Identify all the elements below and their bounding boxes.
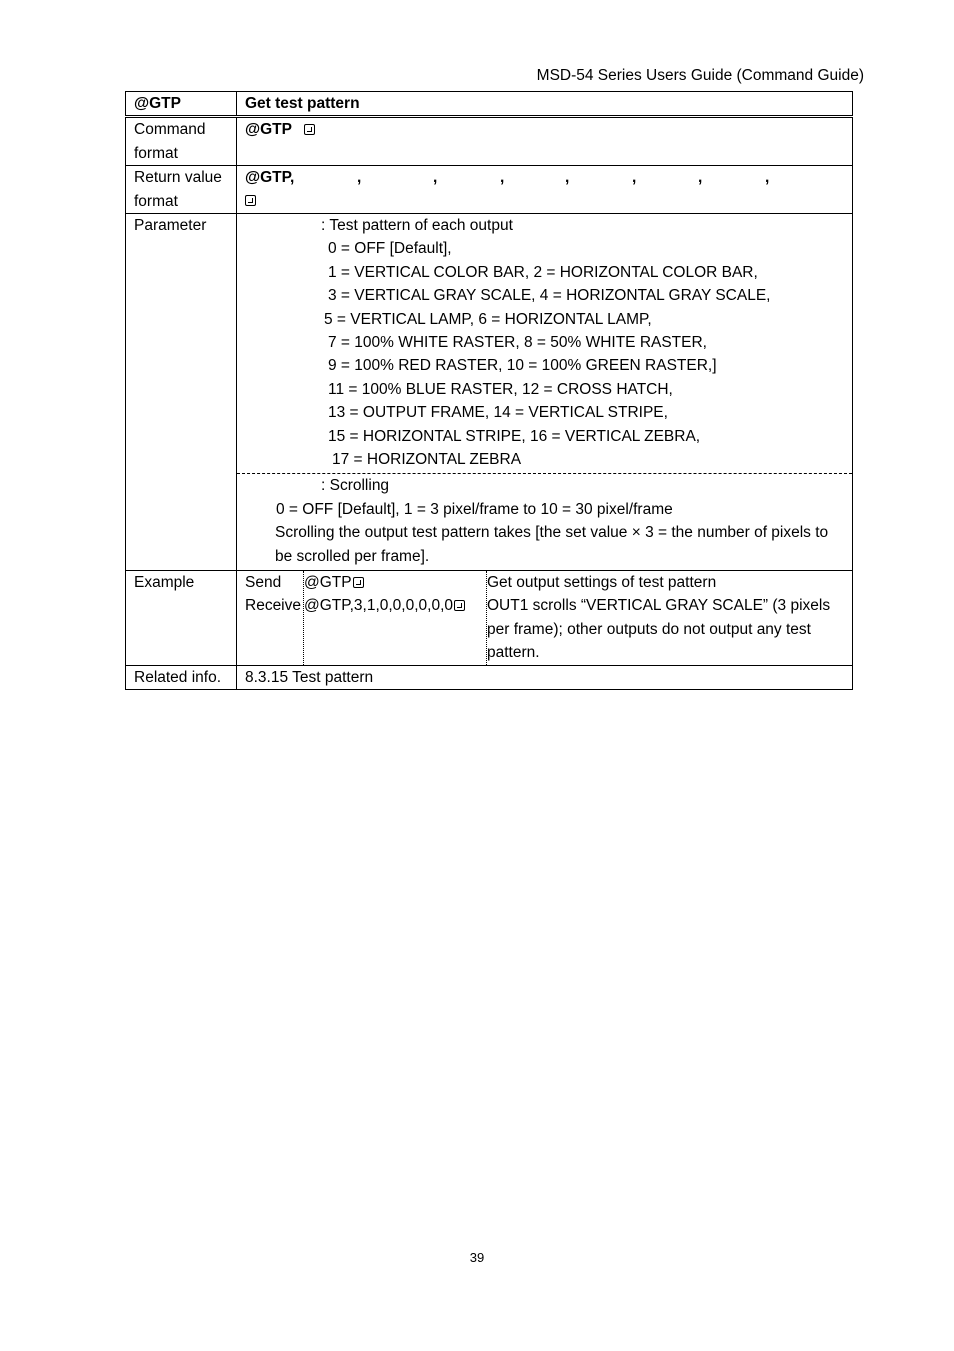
separator-comma: , [500,169,505,187]
return-format-value [237,166,853,214]
command-format-label [126,117,237,166]
command-format-value [237,117,853,166]
parameter-content [237,214,853,571]
example-row [126,570,853,665]
example-command-col [304,571,487,665]
command-description: Get test pattern [237,92,853,117]
receive-command: @GTP,3,1,0,0,0,0,0,0 [304,597,454,615]
page-number: 39 [469,1250,485,1265]
example-content [237,570,853,665]
parameter-row [126,214,853,571]
parameter-line: 9 = 100% RED RASTER, 10 = 100% GREEN RASTER,] [328,357,717,375]
separator-comma: , [632,169,637,187]
parameter-line: be scrolled per frame]. [275,547,430,565]
return-format-line [245,166,844,189]
parameter-label: Parameter [126,214,237,571]
parameter-line: 7 = 100% WHITE RASTER, 8 = 50% WHITE RASTER, [328,333,707,351]
parameter-line: 0 = OFF [Default], 1 = 3 pixel/frame to 10 = 30 pixel/frame [276,500,673,518]
command-format-label-line2: format [134,144,178,162]
return-format-prefix: @GTP, [245,169,295,187]
send-command: @GTP [304,573,352,591]
return-format-label-line1: Return value [134,169,222,187]
title-row [126,92,853,117]
example-description-col [487,571,853,665]
parameter-line: 3 = VERTICAL GRAY SCALE, 4 = HORIZONTAL GRAY SCALE, [328,287,771,305]
return-format-row [126,166,853,214]
parameter-line: : Test pattern of each output [321,217,513,235]
command-format-row [126,117,853,166]
related-value: 8.3.15 Test pattern [237,665,853,689]
receive-description: OUT1 scrolls “VERTICAL GRAY SCALE” (3 pixels per frame); other outputs do not output any test pattern. [487,597,831,662]
document-header: MSD-54 Series Users Guide (Command Guide) [536,67,864,84]
command-name: @GTP [126,92,237,117]
parameter-1-block [237,214,852,473]
related-row [126,665,853,689]
return-key-icon [454,600,465,611]
separator-comma: , [357,169,362,187]
separator-comma: , [565,169,570,187]
parameter-line: 5 = VERTICAL LAMP, 6 = HORIZONTAL LAMP, [324,310,652,328]
return-key-icon [245,195,256,206]
command-format-label-line1: Command [134,121,206,139]
parameter-line: 17 = HORIZONTAL ZEBRA [332,450,522,468]
parameter-line: Scrolling the output test pattern takes [the set value × 3 = the number of pixels to [275,524,829,542]
separator-comma: , [765,169,770,187]
separator-comma: , [433,169,438,187]
command-table [125,91,853,690]
separator-comma: , [698,169,703,187]
parameter-line: 0 = OFF [Default], [328,240,452,258]
parameter-line: 1 = VERTICAL COLOR BAR, 2 = HORIZONTAL COLOR BAR, [328,263,758,281]
related-label: Related info. [126,665,237,689]
return-key-icon [304,124,315,135]
command-format-text: @GTP [245,121,292,139]
parameter-2-block [237,473,852,570]
return-format-label-line2: format [134,192,178,210]
parameter-line: 11 = 100% BLUE RASTER, 12 = CROSS HATCH, [328,380,673,398]
parameter-line: : Scrolling [321,477,390,495]
parameter-line: 13 = OUTPUT FRAME, 14 = VERTICAL STRIPE, [328,404,668,422]
send-label: Send [245,573,282,591]
example-table [237,571,852,665]
return-format-label [126,166,237,214]
return-key-icon [353,577,364,588]
receive-label: Receive [245,597,301,615]
example-label: Example [126,570,237,665]
parameter-line: 15 = HORIZONTAL STRIPE, 16 = VERTICAL ZEBRA, [328,427,701,445]
example-direction-col [237,571,304,665]
send-description: Get output settings of test pattern [487,573,717,591]
